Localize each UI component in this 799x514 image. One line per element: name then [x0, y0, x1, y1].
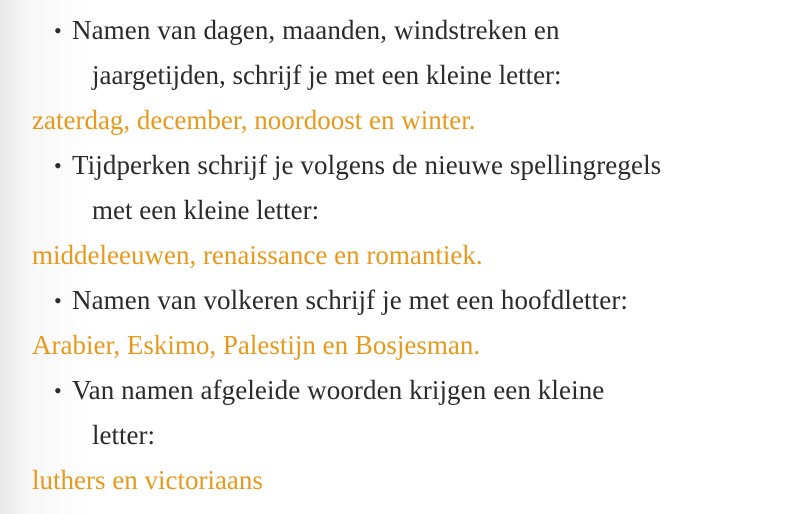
example-text: luthers en victoriaans — [32, 465, 263, 495]
example-text: zaterdag, december, noordoost en winter. — [32, 105, 476, 135]
bullet-text: Tijdperken schrijf je volgens de nieuwe spellingregels — [72, 150, 662, 180]
bullet-continuation-text: letter: — [92, 420, 155, 450]
bullet-continuation-text: met een kleine letter: — [92, 195, 320, 225]
bullet-line — [10, 143, 789, 188]
bullet-icon: • — [54, 288, 62, 313]
rule-block-1 — [10, 8, 789, 143]
bullet-continuation-text: jaargetijden, schrijf je met een kleine letter: — [92, 60, 562, 90]
rule-block-3 — [10, 278, 789, 368]
bullet-line — [10, 368, 789, 413]
rule-block-4 — [10, 368, 789, 503]
bullet-text: Namen van volkeren schrijf je met een hoofdletter: — [72, 285, 629, 315]
example-text: middeleeuwen, renaissance en romantiek. — [32, 240, 483, 270]
bullet-line — [10, 278, 789, 323]
bullet-icon: • — [54, 378, 62, 403]
bullet-text: Van namen afgeleide woorden krijgen een kleine — [72, 375, 605, 405]
bullet-icon: • — [54, 18, 62, 43]
bullet-text: Namen van dagen, maanden, windstreken en — [72, 15, 560, 45]
rule-block-2 — [10, 143, 789, 278]
bullet-icon: • — [54, 153, 62, 178]
bullet-line — [10, 8, 789, 53]
example-text: Arabier, Eskimo, Palestijn en Bosjesman. — [32, 330, 481, 360]
